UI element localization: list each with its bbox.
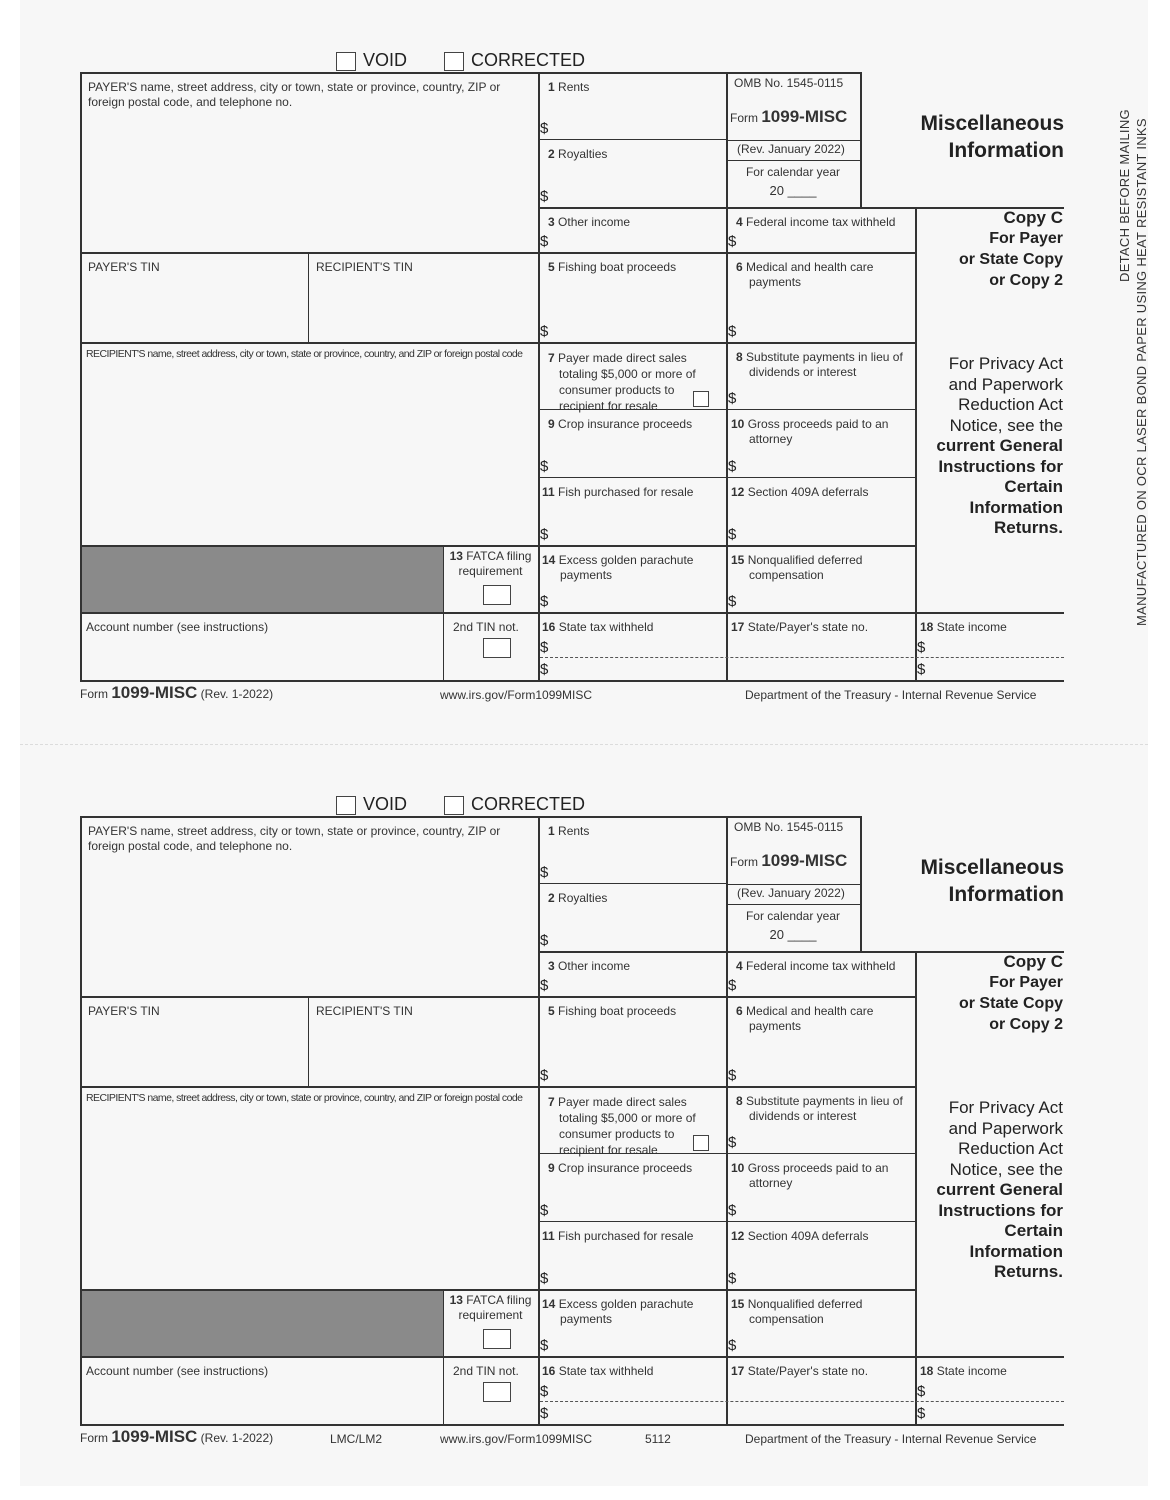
box-9-label	[548, 1161, 722, 1176]
box-11-label	[542, 485, 722, 500]
box-14-number: 14	[542, 1297, 556, 1311]
box-3-number: 3	[548, 215, 555, 229]
box-7-number: 7	[548, 1095, 555, 1109]
box-5-number: 5	[548, 260, 555, 274]
corrected-checkbox[interactable]	[444, 52, 464, 71]
footer-form-name: 1099-MISC	[111, 683, 198, 702]
box-1-label	[548, 824, 722, 839]
second-tin-checkbox[interactable]	[483, 1382, 511, 1402]
box-15-text: Nonqualified deferred compensation	[747, 553, 863, 582]
box-6-dollar: $	[728, 1067, 737, 1084]
recipient-info-box[interactable]	[82, 1086, 538, 1289]
privacy-line-5: current General	[936, 436, 1063, 455]
box-15-label	[731, 553, 895, 583]
second-tin-box[interactable]	[443, 612, 538, 680]
box-5-fishing-boat[interactable]	[538, 996, 726, 1086]
footer-form-id	[80, 1427, 273, 1447]
box-12-label	[731, 485, 911, 500]
box-16-label	[542, 1364, 722, 1379]
box-15-number: 15	[731, 1297, 745, 1311]
shaded-area	[82, 1291, 443, 1356]
footer-form-name: 1099-MISC	[111, 1427, 198, 1446]
box-16-number: 16	[542, 620, 556, 634]
box-11-fish[interactable]	[538, 1221, 726, 1289]
side-line-1: DETACH BEFORE MAILING	[1117, 109, 1132, 282]
box-12-409a[interactable]	[726, 1221, 915, 1289]
box-9-number: 9	[548, 417, 555, 431]
box-15-label	[731, 1297, 895, 1327]
box-13-number: 13	[449, 549, 463, 563]
side-line-2: MANUFACTURED ON OCR LASER BOND PAPER USING HEAT RESISTANT INKS	[1134, 118, 1149, 626]
box-5-label	[548, 260, 722, 275]
copy-line-4: or Copy 2	[989, 272, 1063, 289]
privacy-line-1: For Privacy Act	[948, 354, 1063, 373]
privacy-line-3: Reduction Act	[958, 1139, 1063, 1158]
box-1-number: 1	[548, 824, 555, 838]
privacy-line-9: Returns.	[994, 518, 1063, 537]
box-4-text: Federal income tax withheld	[746, 215, 896, 229]
void-label: VOID	[363, 794, 408, 814]
omb-form-word: Form	[730, 111, 758, 125]
copy-line-1: Copy C	[1003, 208, 1063, 227]
omb-form-id	[730, 853, 847, 870]
omb-box	[726, 72, 860, 140]
box-5-dollar: $	[540, 323, 549, 340]
box-14-number: 14	[542, 553, 556, 567]
box-18-dollar-1: $	[917, 639, 926, 656]
box-9-text: Crop insurance proceeds	[558, 1161, 693, 1175]
corrected-checkbox[interactable]	[444, 796, 464, 815]
recipient-info-box[interactable]	[82, 342, 538, 545]
box-6-label	[736, 260, 901, 290]
side-notice	[1117, 70, 1149, 630]
omb-form-word: Form	[730, 855, 758, 869]
box-12-dollar: $	[728, 1270, 737, 1287]
box-2-royalties[interactable]	[538, 883, 726, 951]
box-16-text: State tax withheld	[558, 620, 654, 634]
box-11-number: 11	[542, 1229, 555, 1243]
box-12-text: Section 409A deferrals	[747, 485, 869, 499]
box-2-royalties[interactable]	[538, 139, 726, 207]
footer-rev: (Rev. 1-2022)	[200, 1431, 274, 1445]
box-17-state-no[interactable]	[726, 1356, 915, 1424]
box-16-text: State tax withheld	[558, 1364, 654, 1378]
box-3-label	[548, 959, 722, 974]
footer-code: 5112	[645, 1432, 671, 1446]
box-5-number: 5	[548, 1004, 555, 1018]
box-16-dollar-2: $	[540, 1405, 549, 1422]
box-18-number: 18	[920, 1364, 934, 1378]
privacy-line-6: Instructions for	[938, 1200, 1063, 1220]
box-11-dollar: $	[540, 526, 549, 543]
box-16-label	[542, 620, 722, 635]
box-4-label	[736, 215, 911, 230]
col-divider-3	[915, 207, 917, 681]
box-2-number: 2	[548, 147, 555, 161]
box-16-state-tax[interactable]	[538, 612, 726, 680]
box-8-number: 8	[736, 1094, 743, 1108]
box-4-dollar: $	[728, 233, 737, 250]
box-15-dollar: $	[728, 1337, 737, 1354]
corrected-label: CORRECTED	[471, 794, 586, 814]
box-18-label	[920, 620, 1060, 635]
box-18-state-income[interactable]	[915, 1356, 1064, 1424]
box-17-number: 17	[731, 620, 745, 634]
box-16-dollar-2: $	[540, 661, 549, 678]
footer-form-word: Form	[80, 687, 108, 701]
box-17-state-no[interactable]	[726, 612, 915, 680]
privacy-line-4: Notice, see the	[949, 415, 1063, 435]
box-13-label	[447, 549, 534, 579]
privacy-line-5: current General	[936, 1180, 1063, 1199]
calendar-year-value: 20 ____	[769, 183, 817, 198]
box-9-crop[interactable]	[538, 409, 726, 477]
copy-line-3: or State Copy	[958, 251, 1063, 268]
void-checkbox[interactable]	[336, 796, 356, 815]
box-11-number: 11	[542, 485, 555, 499]
box-1-dollar: $	[540, 864, 549, 881]
box-6-text: Medical and health care payments	[746, 260, 874, 289]
void-label: VOID	[363, 50, 408, 70]
box-10-text: Gross proceeds paid to an attorney	[747, 1161, 889, 1190]
recipient-tin-label: RECIPIENT'S TIN	[316, 260, 413, 274]
box-14-text: Excess golden parachute payments	[558, 553, 694, 582]
box-2-number: 2	[548, 891, 555, 905]
footer-form-word: Form	[80, 1431, 108, 1445]
box-7-direct-sales[interactable]	[538, 342, 726, 413]
box-4-number: 4	[736, 215, 743, 229]
box-14-dollar: $	[540, 1337, 549, 1354]
box-10-dollar: $	[728, 458, 737, 475]
box-1-label	[548, 80, 722, 95]
copy-line-2: For Payer	[989, 974, 1063, 991]
box-10-attorney[interactable]	[726, 409, 915, 477]
box-3-dollar: $	[540, 233, 549, 250]
box-3-other-income[interactable]	[538, 207, 726, 252]
box-18-number: 18	[920, 620, 934, 634]
box-13-text: FATCA filing requirement	[458, 549, 532, 578]
form-title	[880, 854, 1064, 908]
copy-line-2: For Payer	[989, 230, 1063, 247]
box-14-parachute[interactable]	[538, 545, 726, 612]
box-6-number: 6	[736, 1004, 743, 1018]
payer-info-label: PAYER'S name, street address, city or town, state or province, country, ZIP or foreign postal code, and telephone no.	[88, 824, 501, 853]
box-8-substitute[interactable]	[726, 1086, 915, 1153]
box-5-dollar: $	[540, 1067, 549, 1084]
copy-line-3: or State Copy	[958, 995, 1063, 1012]
box-12-409a[interactable]	[726, 477, 915, 545]
omb-box	[726, 816, 860, 884]
box-3-text: Other income	[558, 215, 631, 229]
box-18-dollar-1: $	[917, 1383, 926, 1400]
box-9-number: 9	[548, 1161, 555, 1175]
box-15-text: Nonqualified deferred compensation	[747, 1297, 863, 1326]
box-6-text: Medical and health care payments	[746, 1004, 874, 1033]
footer-form-id	[80, 683, 273, 703]
footer-url[interactable]: www.irs.gov/Form1099MISC	[440, 1432, 593, 1446]
box-9-dollar: $	[540, 1202, 549, 1219]
box-16-state-tax[interactable]	[538, 1356, 726, 1424]
box-3-dollar: $	[540, 977, 549, 994]
box-7-text: Payer made direct sales totaling $5,000 or more of consumer products to recipient for resale	[558, 1095, 696, 1157]
box-4-dollar: $	[728, 977, 737, 994]
omb-number: OMB No. 1545-0115	[734, 820, 844, 834]
omb-number: OMB No. 1545-0115	[734, 76, 844, 90]
form-title-line-1: Miscellaneous	[920, 856, 1064, 879]
box-7-number: 7	[548, 351, 555, 365]
account-number-label: Account number (see instructions)	[86, 1364, 269, 1378]
box-10-number: 10	[731, 1161, 745, 1175]
box-14-label	[542, 1297, 724, 1327]
box-14-dollar: $	[540, 593, 549, 610]
box-11-text: Fish purchased for resale	[558, 485, 694, 499]
box-10-label	[731, 1161, 913, 1191]
box-4-text: Federal income tax withheld	[746, 959, 896, 973]
box-18-text: State income	[936, 620, 1007, 634]
box-18-dollar-2: $	[917, 1405, 926, 1422]
footer-dept: Department of the Treasury - Internal Revenue Service	[745, 1432, 1037, 1446]
footer-rev: (Rev. 1-2022)	[200, 687, 274, 701]
box-12-label	[731, 1229, 911, 1244]
payer-info-box[interactable]	[82, 816, 538, 996]
payer-tin-label: PAYER'S TIN	[88, 260, 160, 274]
form-copy-bottom	[0, 744, 1170, 1464]
box-14-label	[542, 553, 724, 583]
box-2-label	[548, 147, 722, 162]
shaded-area	[82, 547, 443, 612]
box-12-dollar: $	[728, 526, 737, 543]
box-18-label	[920, 1364, 1060, 1379]
box-18-text: State income	[936, 1364, 1007, 1378]
box-4-label	[736, 959, 911, 974]
account-number-box[interactable]	[82, 612, 443, 680]
box-13-fatca[interactable]	[443, 1289, 538, 1356]
privacy-notice	[918, 1098, 1063, 1283]
box-7-checkbox[interactable]	[693, 391, 709, 407]
box-5-text: Fishing boat proceeds	[558, 260, 677, 274]
box-17-number: 17	[731, 1364, 745, 1378]
box-6-label	[736, 1004, 901, 1034]
recipient-info-label: RECIPIENT'S name, street address, city or town, state or province, country, and ZIP or foreign postal code	[86, 1092, 523, 1104]
recipient-info-label: RECIPIENT'S name, street address, city or town, state or province, country, and ZIP or foreign postal code	[86, 348, 523, 360]
box-10-label	[731, 417, 913, 447]
box-6-medical[interactable]	[726, 996, 915, 1086]
box-15-nonqualified[interactable]	[726, 545, 915, 612]
box-5-label	[548, 1004, 722, 1019]
state-dash-line	[540, 1401, 1064, 1402]
box-5-fishing-boat[interactable]	[538, 252, 726, 342]
box-8-label	[736, 1094, 913, 1124]
footer-lmc: LMC/LM2	[330, 1432, 383, 1446]
box-12-number: 12	[731, 1229, 745, 1243]
privacy-line-7: Certain	[1004, 477, 1063, 496]
payer-tin-box[interactable]	[82, 252, 308, 342]
corrected-label: CORRECTED	[471, 50, 586, 70]
box-7-label	[548, 1094, 708, 1158]
box-2-text: Royalties	[558, 891, 608, 905]
state-dash-line	[540, 657, 1064, 658]
account-number-box[interactable]	[82, 1356, 443, 1424]
payer-info-box[interactable]	[82, 72, 538, 252]
privacy-line-8: Information	[969, 497, 1063, 517]
box-7-direct-sales[interactable]	[538, 1086, 726, 1157]
box-12-text: Section 409A deferrals	[747, 1229, 869, 1243]
box-11-fish[interactable]	[538, 477, 726, 545]
box-3-text: Other income	[558, 959, 631, 973]
box-2-dollar: $	[540, 932, 549, 949]
box-18-dollar-2: $	[917, 661, 926, 678]
box-16-number: 16	[542, 1364, 556, 1378]
box-18-state-income[interactable]	[915, 612, 1064, 680]
form-title-line-2: Information	[948, 883, 1064, 906]
box-15-number: 15	[731, 553, 745, 567]
col-divider-3	[915, 951, 917, 1425]
second-tin-label: 2nd TIN not.	[453, 1364, 519, 1378]
box-16-dollar-1: $	[540, 1383, 549, 1400]
privacy-line-4: Notice, see the	[949, 1159, 1063, 1179]
box-9-crop[interactable]	[538, 1153, 726, 1221]
box-12-number: 12	[731, 485, 745, 499]
omb-rev-box	[726, 884, 860, 904]
box-15-dollar: $	[728, 593, 737, 610]
box-11-label	[542, 1229, 722, 1244]
box-4-federal-tax[interactable]	[726, 951, 915, 996]
box-17-text: State/Payer's state no.	[747, 1364, 869, 1378]
box-8-dollar: $	[728, 390, 737, 407]
calendar-year-box[interactable]	[726, 904, 860, 951]
box-8-substitute[interactable]	[726, 342, 915, 409]
form-title-line-2: Information	[948, 139, 1064, 162]
omb-rev: (Rev. January 2022)	[737, 142, 845, 156]
box-8-text: Substitute payments in lieu of dividends or interest	[746, 1094, 903, 1123]
box-7-checkbox[interactable]	[693, 1135, 709, 1151]
form-title-line-1: Miscellaneous	[920, 112, 1064, 135]
privacy-line-1: For Privacy Act	[948, 1098, 1063, 1117]
omb-rev-box	[726, 140, 860, 160]
footer-dept: Department of the Treasury - Internal Revenue Service	[745, 688, 1037, 702]
box-5-text: Fishing boat proceeds	[558, 1004, 677, 1018]
recipient-tin-box[interactable]	[308, 252, 538, 342]
calendar-year-label: For calendar year	[745, 909, 841, 923]
box-7-text: Payer made direct sales totaling $5,000 or more of consumer products to recipient for resale	[558, 351, 696, 413]
box-13-number: 13	[449, 1293, 463, 1307]
calendar-year-label: For calendar year	[745, 165, 841, 179]
privacy-line-2: and Paperwork	[948, 1118, 1063, 1138]
second-tin-label: 2nd TIN not.	[453, 620, 519, 634]
box-13-label	[447, 1293, 534, 1323]
box-10-text: Gross proceeds paid to an attorney	[747, 417, 889, 446]
payer-info-label: PAYER'S name, street address, city or town, state or province, country, ZIP or foreign postal code, and telephone no.	[88, 80, 501, 109]
box-13-fatca[interactable]	[443, 545, 538, 612]
box-14-text: Excess golden parachute payments	[558, 1297, 694, 1326]
box-2-text: Royalties	[558, 147, 608, 161]
box-1-dollar: $	[540, 120, 549, 137]
box-8-text: Substitute payments in lieu of dividends or interest	[746, 350, 903, 379]
box-13-checkbox[interactable]	[483, 585, 511, 605]
box-11-text: Fish purchased for resale	[558, 1229, 694, 1243]
box-16-dollar-1: $	[540, 639, 549, 656]
box-8-number: 8	[736, 350, 743, 364]
recipient-tin-box[interactable]	[308, 996, 538, 1086]
box-1-text: Rents	[558, 824, 590, 838]
box-2-dollar: $	[540, 188, 549, 205]
box-3-number: 3	[548, 959, 555, 973]
box-6-medical[interactable]	[726, 252, 915, 342]
box-6-dollar: $	[728, 323, 737, 340]
privacy-line-3: Reduction Act	[958, 395, 1063, 414]
second-tin-checkbox[interactable]	[483, 638, 511, 658]
box-6-number: 6	[736, 260, 743, 274]
payer-tin-box[interactable]	[82, 996, 308, 1086]
box-14-parachute[interactable]	[538, 1289, 726, 1356]
privacy-notice	[918, 354, 1063, 539]
form-copy-top	[0, 0, 1170, 720]
box-17-label	[731, 620, 911, 635]
box-9-text: Crop insurance proceeds	[558, 417, 693, 431]
box-17-text: State/Payer's state no.	[747, 620, 869, 634]
copy-line-4: or Copy 2	[989, 1016, 1063, 1033]
box-17-label	[731, 1364, 911, 1379]
box-10-attorney[interactable]	[726, 1153, 915, 1221]
second-tin-box[interactable]	[443, 1356, 538, 1424]
copy-designation	[918, 951, 1063, 1035]
form-title	[880, 110, 1064, 164]
box-8-label	[736, 350, 913, 380]
box-1-rents[interactable]	[538, 72, 726, 139]
privacy-line-2: and Paperwork	[948, 374, 1063, 394]
box-10-dollar: $	[728, 1202, 737, 1219]
box-13-checkbox[interactable]	[483, 1329, 511, 1349]
omb-form-name: 1099-MISC	[761, 851, 848, 870]
box-1-rents[interactable]	[538, 816, 726, 883]
box-1-number: 1	[548, 80, 555, 94]
calendar-year-box[interactable]	[726, 160, 860, 207]
void-checkbox[interactable]	[336, 52, 356, 71]
box-3-label	[548, 215, 722, 230]
omb-rev: (Rev. January 2022)	[737, 886, 845, 900]
footer-url[interactable]: www.irs.gov/Form1099MISC	[440, 688, 593, 702]
box-1-text: Rents	[558, 80, 590, 94]
payer-tin-label: PAYER'S TIN	[88, 1004, 160, 1018]
calendar-year-value: 20 ____	[769, 927, 817, 942]
box-9-label	[548, 417, 722, 432]
privacy-line-9: Returns.	[994, 1262, 1063, 1281]
box-2-label	[548, 891, 722, 906]
box-15-nonqualified[interactable]	[726, 1289, 915, 1356]
account-number-label: Account number (see instructions)	[86, 620, 269, 634]
box-11-dollar: $	[540, 1270, 549, 1287]
copy-line-1: Copy C	[1003, 952, 1063, 971]
box-3-other-income[interactable]	[538, 951, 726, 996]
box-13-text: FATCA filing requirement	[458, 1293, 532, 1322]
privacy-line-8: Information	[969, 1241, 1063, 1261]
omb-form-name: 1099-MISC	[761, 107, 848, 126]
privacy-line-7: Certain	[1004, 1221, 1063, 1240]
copy-designation	[918, 207, 1063, 291]
box-10-number: 10	[731, 417, 745, 431]
box-9-dollar: $	[540, 458, 549, 475]
omb-form-id	[730, 109, 847, 126]
box-7-label	[548, 350, 708, 414]
privacy-line-6: Instructions for	[938, 456, 1063, 476]
box-8-dollar: $	[728, 1134, 737, 1151]
box-4-federal-tax[interactable]	[726, 207, 915, 252]
box-4-number: 4	[736, 959, 743, 973]
recipient-tin-label: RECIPIENT'S TIN	[316, 1004, 413, 1018]
